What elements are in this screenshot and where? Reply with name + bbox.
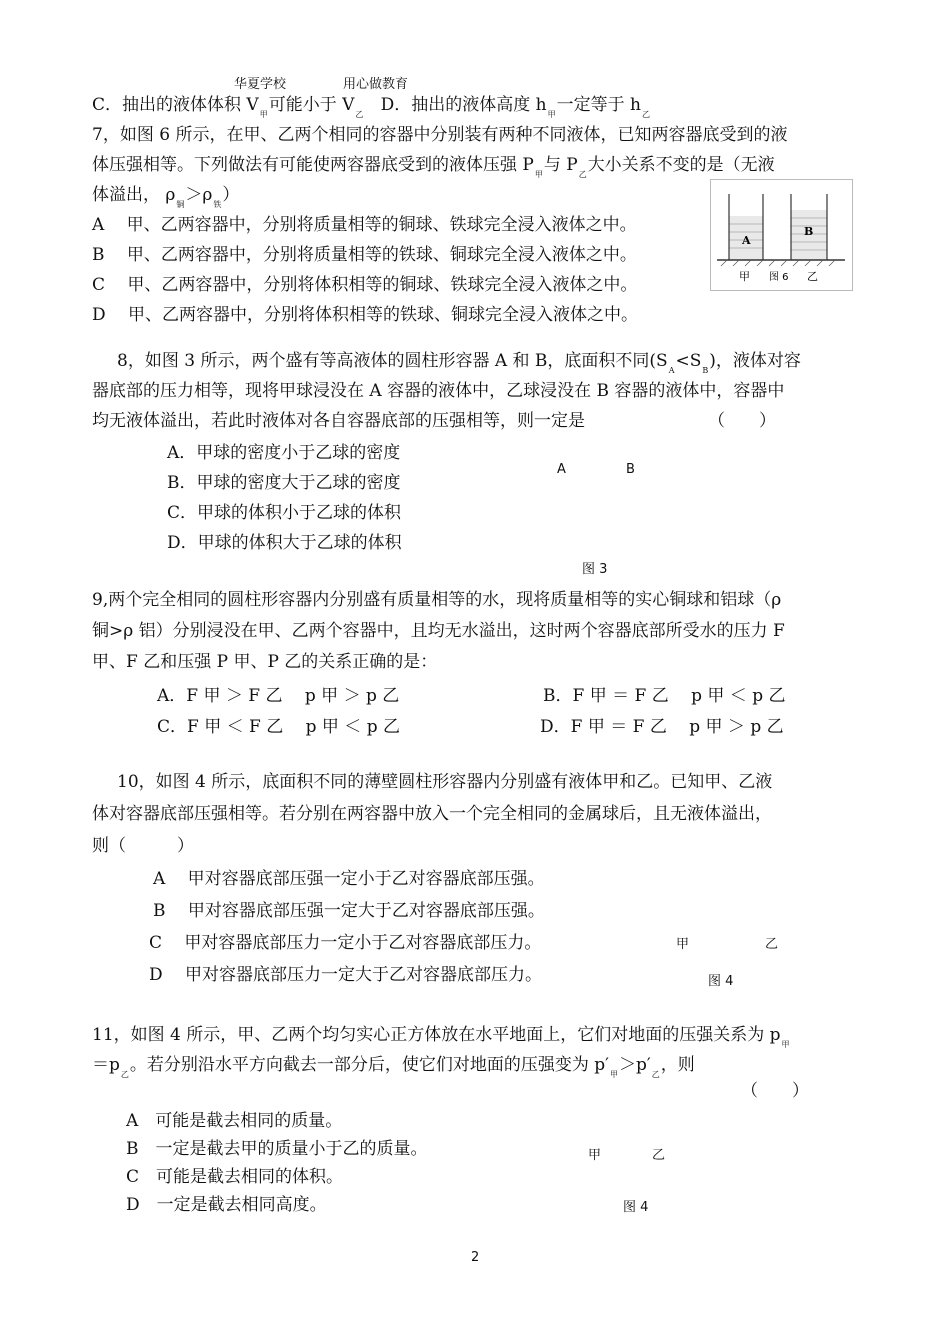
- q7-sub: 铁: [213, 200, 222, 209]
- q8-option-d: D．甲球的体积大于乙球的体积: [167, 533, 402, 553]
- q11-option-d: D 一定是截去相同高度。: [126, 1195, 327, 1215]
- figure-4b-right-label: 乙: [652, 1148, 666, 1163]
- q11-text: ＝p: [92, 1055, 120, 1075]
- q9-option-c: C．F 甲 ＜ F 乙 p 甲 ＜ p 乙: [157, 717, 400, 737]
- q8-sub: B: [702, 366, 709, 375]
- q11-text: 。若分别沿水平方向截去一部分后，使它们对地面的压强变为 p′: [129, 1055, 610, 1075]
- q8-option-a: A．甲球的密度小于乙球的密度: [167, 443, 401, 463]
- figure-4a-left-label: 甲: [676, 937, 690, 952]
- q11-answer-paren: （ ）: [741, 1081, 809, 1101]
- q7-option-a: A 甲、乙两容器中，分别将质量相等的铜球、铁球完全浸入液体之中。: [92, 215, 637, 235]
- figure-6-label-b: B: [804, 225, 814, 238]
- figure-6: [710, 179, 853, 291]
- q7-line1: 7，如图 6 所示，在甲、乙两个相同的容器中分别装有两种不同液体，已知两容器底受到的液: [92, 125, 788, 145]
- q11-option-a: A 可能是截去相同的质量。: [126, 1111, 343, 1131]
- q8-option-b: B．甲球的密度大于乙球的密度: [167, 473, 401, 493]
- q7-sub: 甲: [534, 170, 543, 179]
- figure-4a-right-label: 乙: [765, 937, 779, 952]
- q7-sub: 铜: [176, 200, 185, 209]
- q11-option-b: B 一定是截去甲的质量小于乙的质量。: [126, 1139, 428, 1159]
- header-motto: 用心做教育: [343, 77, 409, 92]
- q7-option-d: D 甲、乙两容器中，分别将体积相等的铁球、铜球完全浸入液体之中。: [92, 305, 639, 325]
- q6-sub: 乙: [641, 110, 650, 119]
- figure-3-label-a: A: [557, 462, 566, 477]
- q6-option-c-text: C．抽出的液体体积 V: [92, 95, 259, 115]
- figure-4b-caption: 图 4: [623, 1200, 649, 1215]
- q7-option-c: C 甲、乙两容器中，分别将体积相等的铜球、铁球完全浸入液体之中。: [92, 275, 638, 295]
- q9-option-b: B．F 甲 ＝ F 乙 p 甲 ＜ p 乙: [543, 686, 786, 706]
- q8-line2: 器底部的压力相等，现将甲球浸没在 A 容器的液体中，乙球浸没在 B 容器的液体中，容器中: [92, 381, 785, 401]
- q8-line1: [117, 346, 801, 379]
- figure-6-right-label: 乙: [807, 270, 818, 283]
- figure-6-left-label: 甲: [739, 270, 750, 283]
- q6-option-d-text: D．抽出的液体高度 h: [380, 95, 547, 115]
- q7-line3: [92, 180, 239, 213]
- q9-option-d: D．F 甲 ＝ F 乙 p 甲 ＞ p 乙: [540, 717, 784, 737]
- q9-line2: 铜>ρ 铝）分别浸没在甲、乙两个容器中，且均无水溢出，这时两个容器底部所受水的压力 F: [92, 621, 785, 641]
- q11-sub: 乙: [651, 1070, 660, 1079]
- figure-6-label-a: A: [742, 234, 751, 247]
- q6-option-d-text2: 一定等于 h: [556, 95, 641, 115]
- q7-option-b: B 甲、乙两容器中，分别将质量相等的铁球、铜球完全浸入液体之中。: [92, 245, 637, 265]
- q11-text: 11，如图 4 所示，甲、乙两个均匀实心正方体放在水平地面上，它们对地面的压强关系为 p: [92, 1025, 781, 1045]
- q8-text: <S: [675, 351, 702, 371]
- q9-line3: 甲、F 乙和压强 P 甲、P 乙的关系正确的是：: [92, 652, 438, 672]
- q8-line3: 均无液体溢出，若此时液体对各自容器底部的压强相等，则一定是: [92, 411, 585, 431]
- q6-sub: 甲: [259, 110, 268, 119]
- q6-option-c-text2: 可能小于 V: [268, 95, 355, 115]
- header-school: 华夏学校: [234, 77, 287, 92]
- q8-text: 8，如图 3 所示，两个盛有等高液体的圆柱形容器 A 和 B，底面积不同(S: [117, 351, 668, 371]
- figure-6-caption: 图 6: [769, 272, 789, 283]
- q7-text: ＞ρ: [185, 185, 213, 205]
- q7-sub: 乙: [578, 170, 587, 179]
- q11-text: ＞p′: [619, 1055, 651, 1075]
- page-number: 2: [471, 1250, 480, 1265]
- q11-option-c: C 可能是截去相同的体积。: [126, 1167, 344, 1187]
- q6-sub: 甲: [547, 110, 556, 119]
- q8-option-c: C．甲球的体积小于乙球的体积: [167, 503, 402, 523]
- q8-answer-paren: （ ）: [708, 411, 776, 431]
- q10-line2: 体对容器底部压强相等。若分别在两容器中放入一个完全相同的金属球后，且无液体溢出，: [92, 804, 772, 824]
- q9-option-a: A．F 甲 ＞ F 乙 p 甲 ＞ p 乙: [157, 686, 400, 706]
- q10-line1: 10，如图 4 所示，底面积不同的薄壁圆柱形容器内分别盛有液体甲和乙。已知甲、乙液: [117, 772, 773, 792]
- q11-sub: 甲: [781, 1040, 790, 1049]
- ground-hatch: [721, 260, 835, 266]
- figure-3-caption: 图 3: [582, 562, 608, 577]
- q11-sub: 甲: [610, 1070, 619, 1079]
- q7-text: 大小关系不变的是（无液: [587, 155, 775, 175]
- q10-option-d: D 甲对容器底部压力一定大于乙对容器底部压力。: [149, 965, 543, 985]
- figure-6-drawing: [711, 180, 852, 290]
- q6-options-cd: [92, 90, 651, 123]
- figure-4b-left-label: 甲: [588, 1148, 602, 1163]
- q10-option-b: B 甲对容器底部压强一定大于乙对容器底部压强。: [153, 901, 545, 921]
- q11-sub: 乙: [120, 1070, 129, 1079]
- q8-text: )，液体对容: [709, 351, 801, 371]
- q7-text: 体溢出， ρ: [92, 185, 176, 205]
- q7-text: 体压强相等。下列做法有可能使两容器底受到的液体压强 P: [92, 155, 534, 175]
- figure-3-label-b: B: [626, 462, 635, 477]
- q7-line2: [92, 150, 775, 183]
- q10-line3: 则（ ）: [92, 836, 194, 856]
- q11-text: ，则: [660, 1055, 695, 1075]
- q9-line1: 9,两个完全相同的圆柱形容器内分别盛有质量相等的水，现将质量相等的实心铜球和铝球（ρ: [92, 590, 782, 610]
- q6-sub: 乙: [355, 110, 364, 119]
- q10-option-a: A 甲对容器底部压强一定小于乙对容器底部压强。: [153, 869, 545, 889]
- q7-text: 与 P: [543, 155, 578, 175]
- q7-text: ）: [222, 185, 240, 205]
- q11-line2: [92, 1050, 695, 1083]
- q8-sub: A: [668, 366, 675, 375]
- q11-line1: [92, 1020, 791, 1053]
- q10-option-c: C 甲对容器底部压力一定小于乙对容器底部压力。: [149, 933, 542, 953]
- figure-4a-caption: 图 4: [708, 974, 734, 989]
